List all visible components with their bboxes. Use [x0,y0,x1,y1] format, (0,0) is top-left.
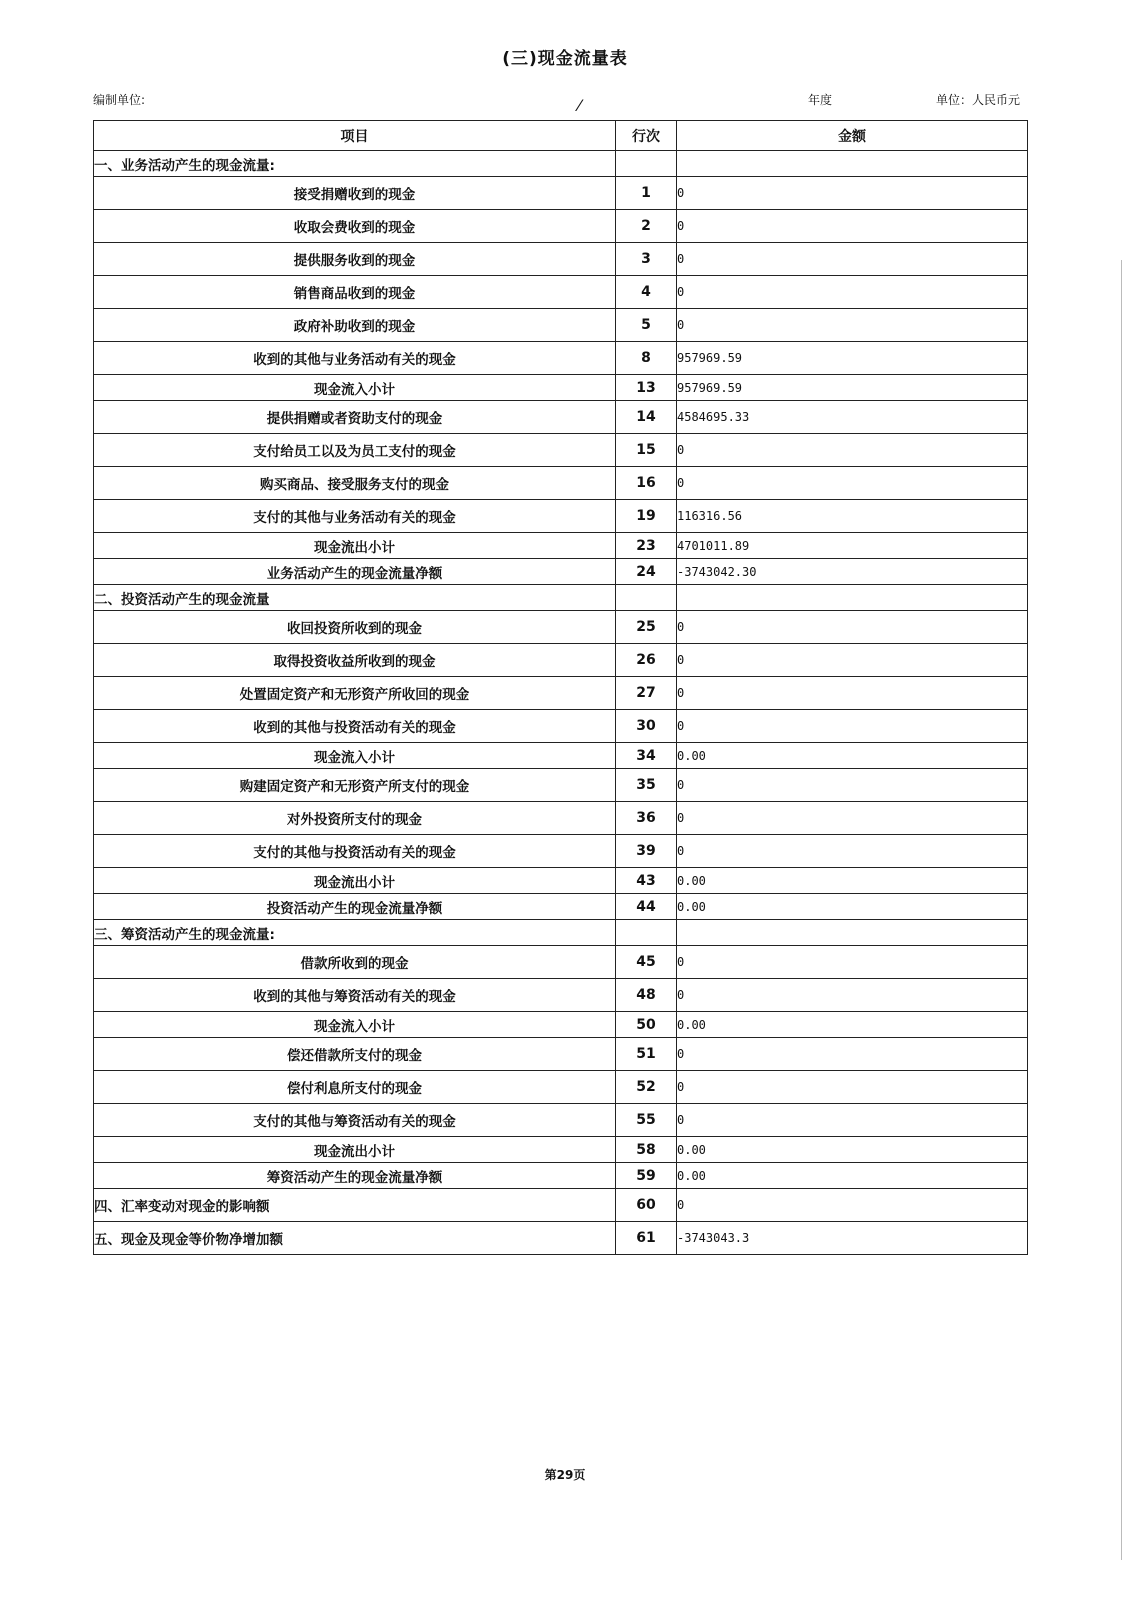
row-item-label: 政府补助收到的现金 [94,309,616,342]
table-row [94,611,1028,644]
table-row [94,210,1028,243]
row-item-label: 购买商品、接受服务支付的现金 [94,467,616,500]
row-line-number: 36 [616,802,677,835]
row-amount [677,151,1028,177]
row-amount: 0 [677,677,1028,710]
header-amount: 金额 [677,121,1028,151]
row-item-label: 支付的其他与投资活动有关的现金 [94,835,616,868]
row-line-number: 16 [616,467,677,500]
row-item-label: 收到的其他与业务活动有关的现金 [94,342,616,375]
row-amount: 0 [677,979,1028,1012]
table-row [94,835,1028,868]
row-amount: 0 [677,309,1028,342]
table-row [94,309,1028,342]
table-row [94,243,1028,276]
row-item-label: 现金流出小计 [94,533,616,559]
row-item-label: 一、业务活动产生的现金流量: [94,151,616,177]
row-item-label: 二、投资活动产生的现金流量 [94,585,616,611]
pen-mark: ⁄ [578,96,581,115]
row-line-number: 27 [616,677,677,710]
row-line-number: 5 [616,309,677,342]
row-item-label: 现金流入小计 [94,743,616,769]
table-row [94,1012,1028,1038]
header-line-number: 行次 [616,121,677,151]
row-line-number: 61 [616,1222,677,1255]
table-row [94,802,1028,835]
row-line-number: 39 [616,835,677,868]
row-amount: 0.00 [677,1012,1028,1038]
row-item-label: 提供捐赠或者资助支付的现金 [94,401,616,434]
row-line-number: 44 [616,894,677,920]
table-row [94,677,1028,710]
row-line-number: 26 [616,644,677,677]
row-item-label: 收到的其他与投资活动有关的现金 [94,710,616,743]
table-row [94,868,1028,894]
row-amount: 957969.59 [677,375,1028,401]
preparer-unit-label: 编制单位: [93,93,146,107]
row-item-label: 销售商品收到的现金 [94,276,616,309]
row-item-label: 偿付利息所支付的现金 [94,1071,616,1104]
row-line-number [616,151,677,177]
row-item-label: 收回投资所收到的现金 [94,611,616,644]
row-amount: 0 [677,835,1028,868]
header-item: 项目 [94,121,616,151]
table-header-row [94,121,1028,151]
row-item-label: 收取会费收到的现金 [94,210,616,243]
row-amount: 0 [677,802,1028,835]
section-row [94,920,1028,946]
row-line-number: 55 [616,1104,677,1137]
table-row [94,434,1028,467]
row-line-number: 1 [616,177,677,210]
page-number: 第29页 [544,1468,586,1482]
table-row [94,342,1028,375]
row-amount: 0 [677,1104,1028,1137]
row-item-label: 支付的其他与筹资活动有关的现金 [94,1104,616,1137]
row-item-label: 筹资活动产生的现金流量净额 [94,1163,616,1189]
row-line-number [616,920,677,946]
row-line-number: 4 [616,276,677,309]
row-line-number: 24 [616,559,677,585]
row-item-label: 支付给员工以及为员工支付的现金 [94,434,616,467]
row-line-number: 45 [616,946,677,979]
row-line-number: 30 [616,710,677,743]
row-line-number: 3 [616,243,677,276]
row-line-number: 51 [616,1038,677,1071]
row-amount: 0 [677,1071,1028,1104]
table-row [94,894,1028,920]
row-line-number: 35 [616,769,677,802]
row-amount: 0 [677,611,1028,644]
page-title: (三)现金流量表 [502,49,628,69]
row-line-number: 15 [616,434,677,467]
table-row [94,710,1028,743]
row-amount: 0.00 [677,743,1028,769]
row-item-label: 五、现金及现金等价物净增加额 [94,1222,616,1255]
row-item-label: 取得投资收益所收到的现金 [94,644,616,677]
row-amount: 4584695.33 [677,401,1028,434]
year-label: 年度 [808,93,833,107]
row-line-number: 43 [616,868,677,894]
table-row [94,559,1028,585]
table-row [94,177,1028,210]
row-line-number: 23 [616,533,677,559]
row-amount: 0.00 [677,868,1028,894]
row-amount: 0 [677,276,1028,309]
section-row [94,585,1028,611]
row-item-label: 四、汇率变动对现金的影响额 [94,1189,616,1222]
table-row [94,1137,1028,1163]
row-amount: 0 [677,710,1028,743]
row-amount: 0 [677,210,1028,243]
row-amount [677,585,1028,611]
row-line-number: 19 [616,500,677,533]
table-row [94,533,1028,559]
row-amount: 0 [677,1038,1028,1071]
row-item-label: 对外投资所支付的现金 [94,802,616,835]
table-row [94,979,1028,1012]
table-row [94,1071,1028,1104]
table-row [94,1038,1028,1071]
row-item-label: 现金流出小计 [94,868,616,894]
table-row [94,500,1028,533]
row-amount: 116316.56 [677,500,1028,533]
row-line-number: 8 [616,342,677,375]
row-item-label: 现金流入小计 [94,1012,616,1038]
row-item-label: 接受捐赠收到的现金 [94,177,616,210]
row-line-number: 59 [616,1163,677,1189]
row-item-label: 借款所收到的现金 [94,946,616,979]
row-item-label: 偿还借款所支付的现金 [94,1038,616,1071]
row-amount: 957969.59 [677,342,1028,375]
row-item-label: 业务活动产生的现金流量净额 [94,559,616,585]
row-amount: 0 [677,1189,1028,1222]
cash-flow-table [93,120,1028,1255]
table-row [94,644,1028,677]
row-amount: 0 [677,434,1028,467]
row-amount: 0 [677,467,1028,500]
row-amount: 4701011.89 [677,533,1028,559]
row-amount: 0 [677,644,1028,677]
table-row [94,1189,1028,1222]
table-row [94,276,1028,309]
row-item-label: 投资活动产生的现金流量净额 [94,894,616,920]
table-row [94,467,1028,500]
row-line-number: 13 [616,375,677,401]
row-line-number: 58 [616,1137,677,1163]
row-line-number: 60 [616,1189,677,1222]
row-item-label: 购建固定资产和无形资产所支付的现金 [94,769,616,802]
table-row [94,1163,1028,1189]
row-line-number: 48 [616,979,677,1012]
table-row [94,946,1028,979]
row-item-label: 三、筹资活动产生的现金流量: [94,920,616,946]
row-amount: 0.00 [677,1163,1028,1189]
row-item-label: 收到的其他与筹资活动有关的现金 [94,979,616,1012]
currency-unit-label: 单位：人民币元 [936,93,1021,107]
table-row [94,1222,1028,1255]
row-amount: 0.00 [677,894,1028,920]
row-amount: 0 [677,946,1028,979]
row-item-label: 提供服务收到的现金 [94,243,616,276]
row-amount: 0.00 [677,1137,1028,1163]
row-amount: -3743043.3 [677,1222,1028,1255]
scan-edge-line [1121,260,1122,1560]
table-row [94,375,1028,401]
row-item-label: 现金流入小计 [94,375,616,401]
row-amount: 0 [677,769,1028,802]
row-line-number: 2 [616,210,677,243]
table-row [94,743,1028,769]
row-line-number: 50 [616,1012,677,1038]
row-item-label: 处置固定资产和无形资产所收回的现金 [94,677,616,710]
table-row [94,401,1028,434]
row-amount: 0 [677,243,1028,276]
row-amount [677,920,1028,946]
row-amount: -3743042.30 [677,559,1028,585]
row-line-number: 34 [616,743,677,769]
row-line-number [616,585,677,611]
table-row [94,1104,1028,1137]
row-item-label: 支付的其他与业务活动有关的现金 [94,500,616,533]
row-amount: 0 [677,177,1028,210]
row-line-number: 52 [616,1071,677,1104]
row-line-number: 14 [616,401,677,434]
table-row [94,769,1028,802]
row-item-label: 现金流出小计 [94,1137,616,1163]
row-line-number: 25 [616,611,677,644]
section-row [94,151,1028,177]
